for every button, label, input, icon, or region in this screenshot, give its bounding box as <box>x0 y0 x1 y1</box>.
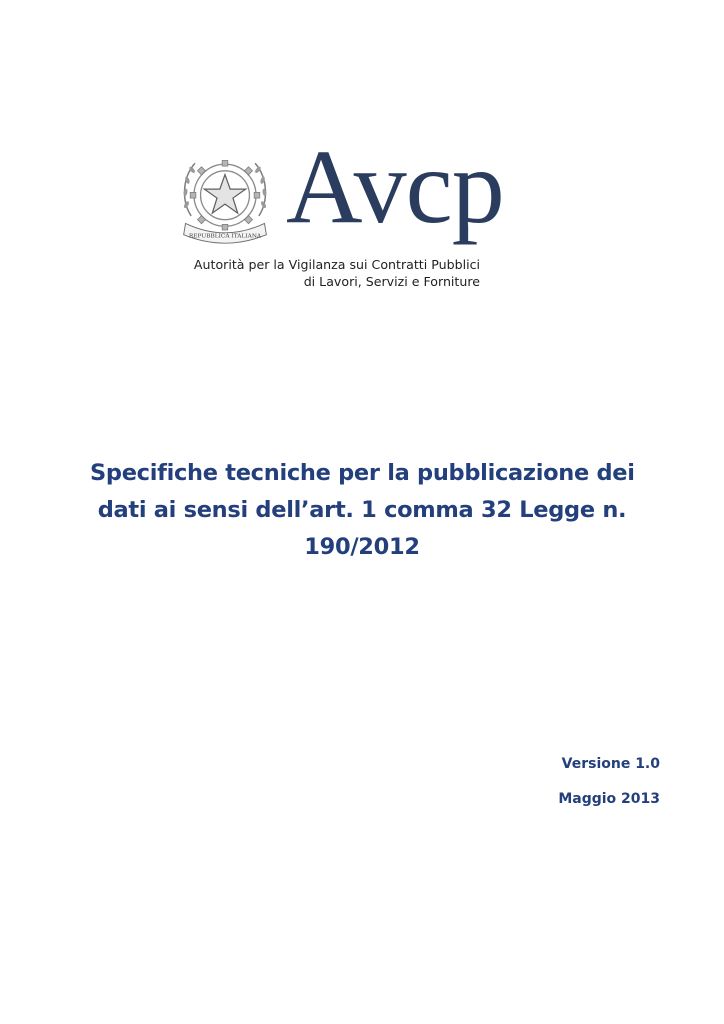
document-version: Versione 1.0 <box>561 756 660 772</box>
emblem-ribbon-text: REPUBBLICA ITALIANA <box>188 233 262 240</box>
title-line-1: Specifiche tecniche per la pubblicazione dei <box>90 460 635 486</box>
title-line-3: 190/2012 <box>304 534 420 560</box>
title-line-2: dati ai sensi dell’art. 1 comma 32 Legge n. <box>97 497 627 523</box>
document-date: Maggio 2013 <box>558 791 660 807</box>
tagline-line-2: di Lavori, Servizi e Forniture <box>303 274 480 289</box>
italian-republic-emblem-icon <box>178 150 272 248</box>
authority-tagline <box>188 256 480 290</box>
avcp-logo <box>170 128 560 300</box>
document-title <box>90 455 634 566</box>
avcp-wordmark: Avcp <box>286 128 504 245</box>
tagline-line-1: Autorità per la Vigilanza sui Contratti Pubblici <box>193 257 480 272</box>
